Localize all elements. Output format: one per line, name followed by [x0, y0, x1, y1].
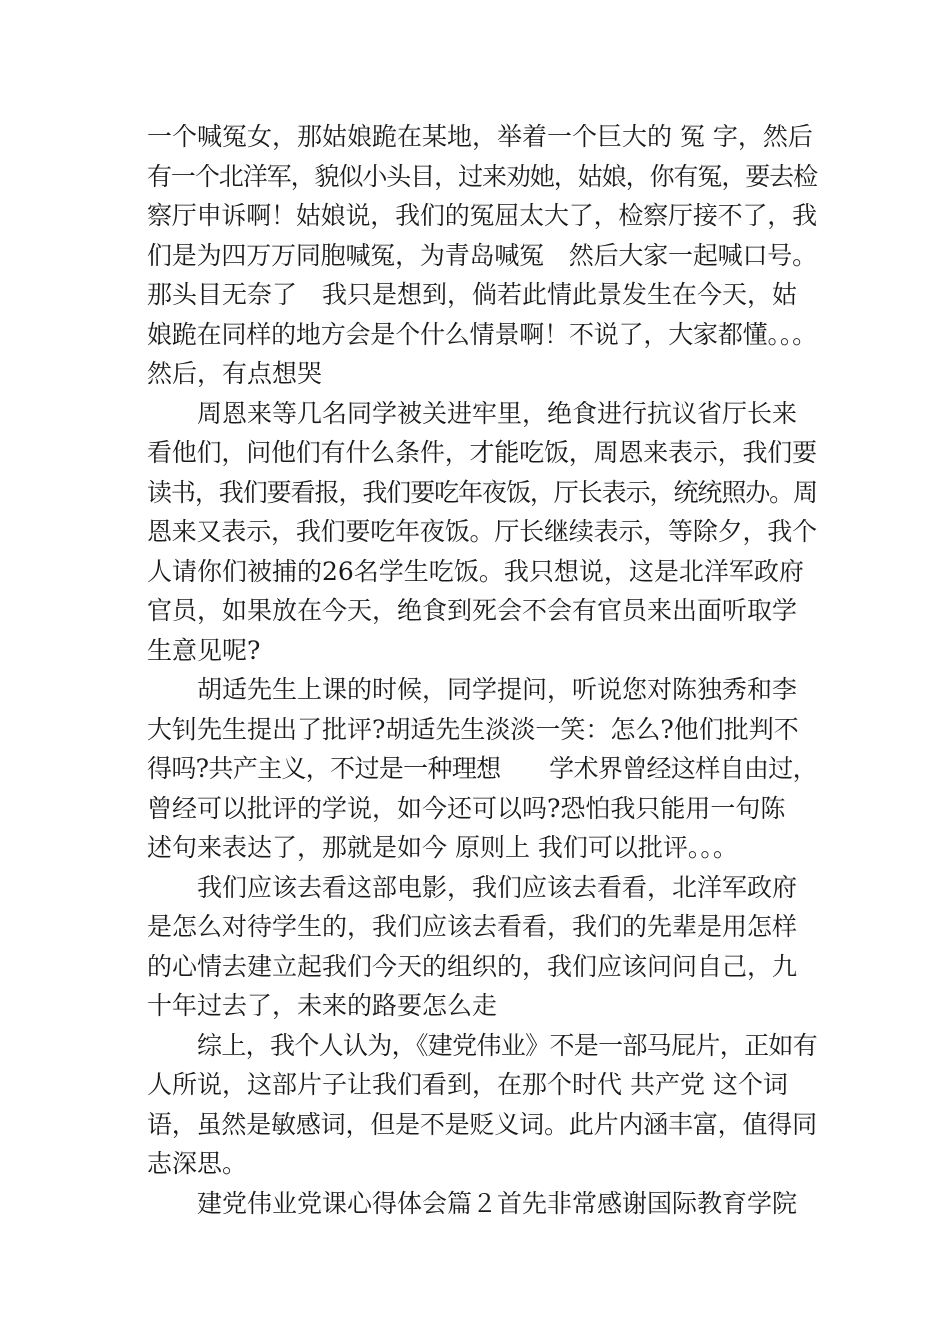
text-line: 恩来又表示，我们要吃年夜饭。厅长继续表示，等除夕，我个	[147, 517, 817, 546]
paragraph-first-line: 建党伟业党课心得体会篇２首先非常感谢国际教育学院	[197, 1188, 798, 1218]
text-line: 是怎么对待学生的，我们应该去看看，我们的先辈是用怎样	[147, 912, 798, 941]
text-line: 然后，有点想哭	[147, 359, 323, 388]
text-line: 娘跪在同样的地方会是个什么情景啊！不说了，大家都懂。。。	[147, 319, 817, 349]
text-line: 的心情去建立起我们今天的组织的，我们应该问问自己，九	[147, 951, 798, 981]
text-line: 得吗?共产主义，不过是一种理想 学术界曾经这样自由过，	[147, 754, 817, 783]
text-line: 有一个北洋军，貌似小头目，过来劝她，姑娘，你有冤，要去检	[147, 161, 818, 191]
document-body	[147, 117, 817, 1223]
paragraph-first-line: 我们应该去看这部电影，我们应该去看看，北洋军政府	[197, 872, 798, 902]
text-line: 人请你们被捕的26名学生吃饭。我只想说，这是北洋军政府	[147, 556, 804, 586]
text-line: 语，虽然是敏感词，但是不是贬义词。此片内涵丰富，值得同	[147, 1109, 817, 1139]
text-line: 大钊先生提出了批评?胡适先生淡淡一笑：怎么?他们批判不	[147, 714, 799, 744]
text-line: 一个喊冤女，那姑娘跪在某地，举着一个巨大的 冤 字，然后	[147, 122, 813, 151]
text-line: 们是为四万万同胞喊冤，为青岛喊冤 然后大家一起喊口号。	[147, 240, 817, 270]
paragraph-first-line: 胡适先生上课的时候，同学提问，听说您对陈独秀和李	[197, 675, 798, 704]
text-line: 人所说，这部片子让我们看到，在那个时代 共产党 这个词	[147, 1070, 788, 1099]
text-line: 察厅申诉啊！姑娘说，我们的冤屈太大了，检察厅接不了，我	[147, 201, 817, 230]
text-line: 看他们，问他们有什么条件，才能吃饭，周恩来表示，我们要	[147, 438, 817, 467]
text-line: 十年过去了，未来的路要怎么走	[147, 991, 498, 1020]
paragraph-first-line: 周恩来等几名同学被关进牢里，绝食进行抗议省厅长来	[197, 398, 798, 428]
text-line: 生意见呢?	[147, 635, 261, 665]
text-line: 述句来表达了，那就是如今 原则上 我们可以批评。。。	[147, 833, 738, 862]
text-line: 官员，如果放在今天，绝食到死会不会有官员来出面听取学	[147, 596, 798, 625]
text-line: 读书，我们要看报，我们要吃年夜饭，厅长表示，统统照办。周	[147, 477, 818, 507]
text-line: 曾经可以批评的学说，如今还可以吗?恐怕我只能用一句陈	[147, 793, 786, 823]
text-line: 那头目无奈了 我只是想到，倘若此情此景发生在今天，姑	[147, 280, 798, 309]
paragraph-first-line: 综上，我个人认为，《建党伟业》不是一部马屁片，正如有	[197, 1030, 818, 1060]
text-line: 志深思。	[147, 1149, 248, 1178]
